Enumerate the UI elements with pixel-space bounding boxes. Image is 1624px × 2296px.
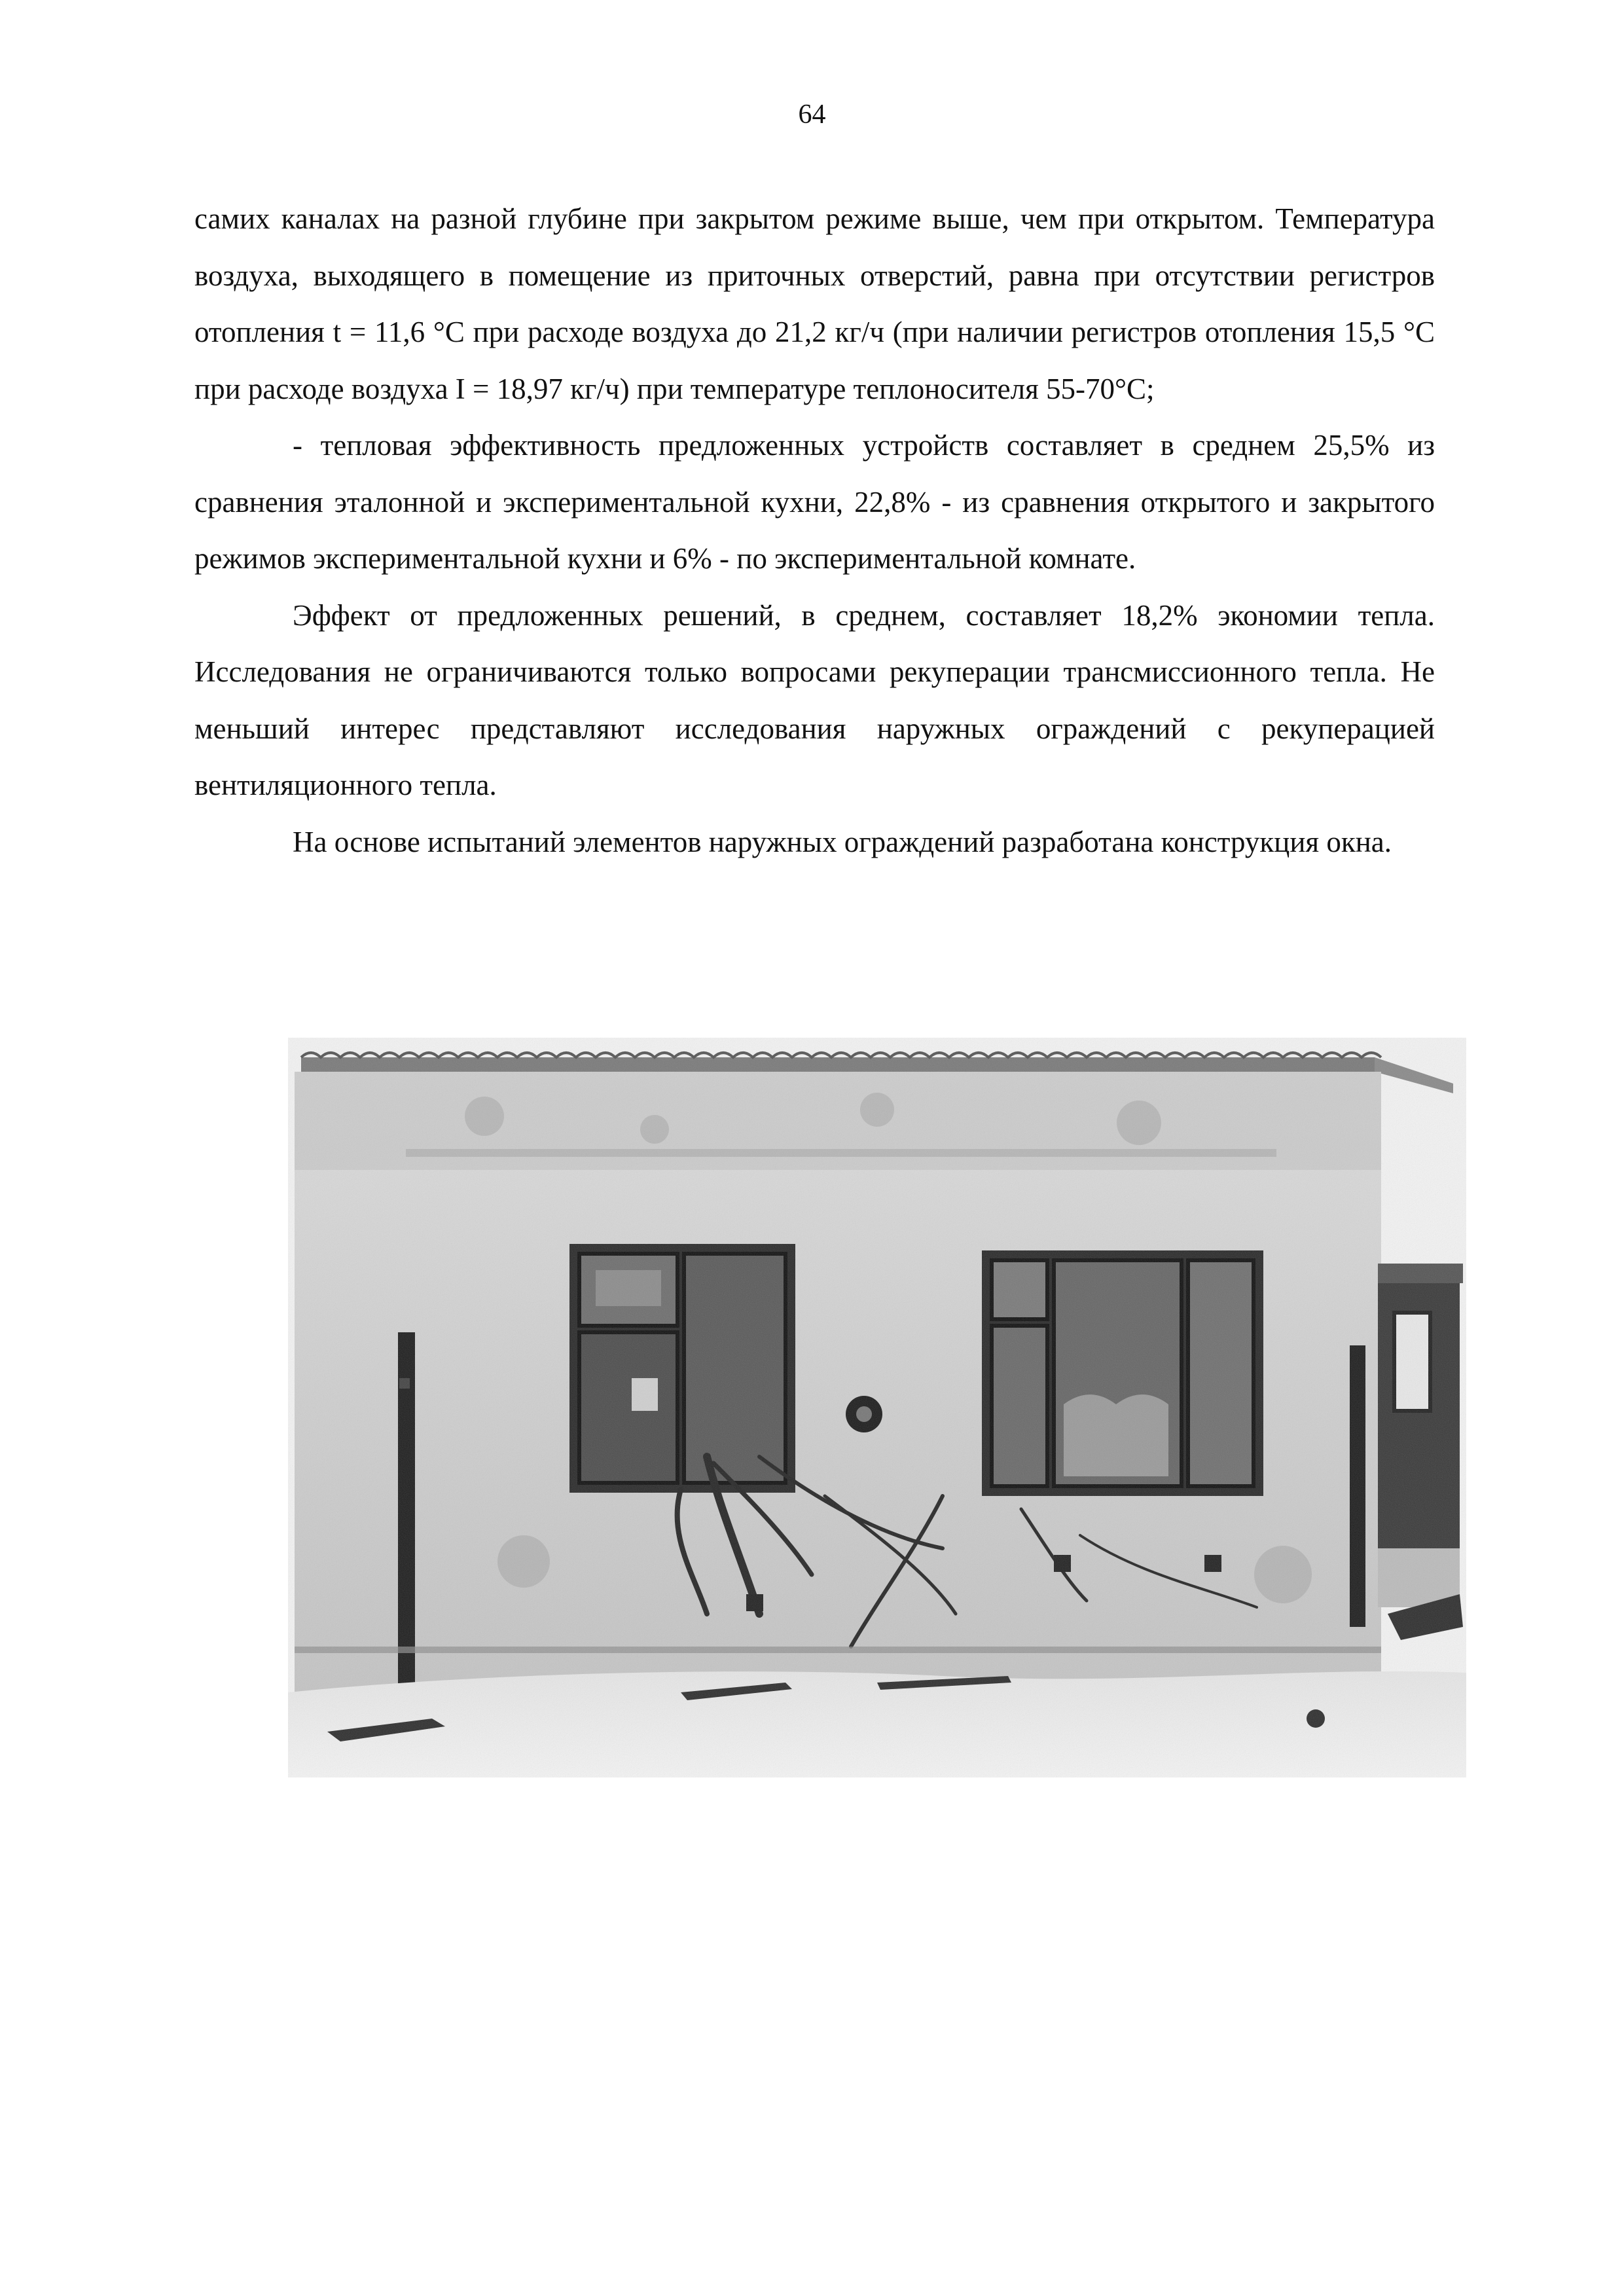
building-photo-drawing: [288, 1038, 1466, 1777]
page-number: 64: [798, 100, 826, 130]
paragraph-window-design: На основе испытаний элементов наружных ограждений разработана конструкция окна.: [293, 825, 1392, 858]
building-photo: [288, 1038, 1466, 1777]
paragraph-continuation: самих каналах на разной глубине при закрытом режиме выше, чем при открытом. Температура воздуха, выходящего в помещение из приточных отверстий, равна при отсутствии регистров отопления t = 11,6 °С при расходе воздуха до 21,2 кг/ч (при наличии регистров отопления 15,5 °С при расходе воздуха I = 18,97 кг/ч) при температуре теплоносителя 55-70°С;: [194, 202, 1435, 405]
paragraph-effect: Эффект от предложенных решений, в среднем, составляет 18,2% экономии тепла. Исследования не ограничиваются только вопросами рекуперации трансмиссионного тепла. Не меньший интерес представляют исследования наружных ограждений с рекуперацией вентиляционного тепла.: [194, 598, 1435, 801]
paragraph-thermal-efficiency: - тепловая эффективность предложенных устройств составляет в среднем 25,5% из сравнения эталонной и экспериментальной кухни, 22,8% - из сравнения открытого и закрытого режимов экспериментальной кухни и 6% - по экспериментальной комнате.: [194, 429, 1435, 575]
body-text: [194, 191, 1435, 870]
